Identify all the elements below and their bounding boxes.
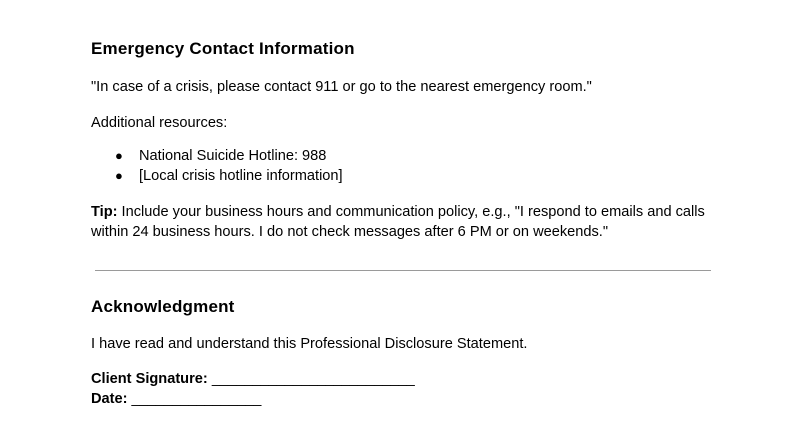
bullet-icon: ● [115, 148, 123, 163]
additional-resources-label: Additional resources: [91, 115, 228, 131]
list-item [91, 146, 343, 166]
acknowledgment-statement: I have read and understand this Professional Disclosure Statement. [91, 336, 528, 352]
resources-list [91, 146, 343, 186]
acknowledgment-heading: Acknowledgment [91, 297, 235, 316]
crisis-instruction-text: "In case of a crisis, please contact 911 or go to the nearest emergency room." [91, 79, 592, 95]
date-label: Date: [91, 391, 128, 407]
list-item [91, 166, 343, 186]
client-signature-blank: _________________________ [207, 371, 415, 387]
tip-text: Include your business hours and communication policy, e.g., "I respond to emails and calls within 24 business hours. I do not check messages after 6 PM or on weekends." [91, 204, 705, 240]
emergency-contact-heading: Emergency Contact Information [91, 39, 355, 58]
client-signature-label: Client Signature: [91, 371, 208, 387]
client-signature-line [91, 369, 415, 389]
resource-suicide-hotline: National Suicide Hotline: 988 [139, 148, 327, 164]
section-divider [95, 270, 711, 271]
resource-local-hotline: [Local crisis hotline information] [139, 168, 343, 184]
date-line [91, 389, 261, 409]
tip-paragraph [91, 202, 731, 242]
tip-label: Tip: [91, 204, 118, 220]
bullet-icon: ● [115, 168, 123, 183]
date-blank: ________________ [127, 391, 262, 407]
